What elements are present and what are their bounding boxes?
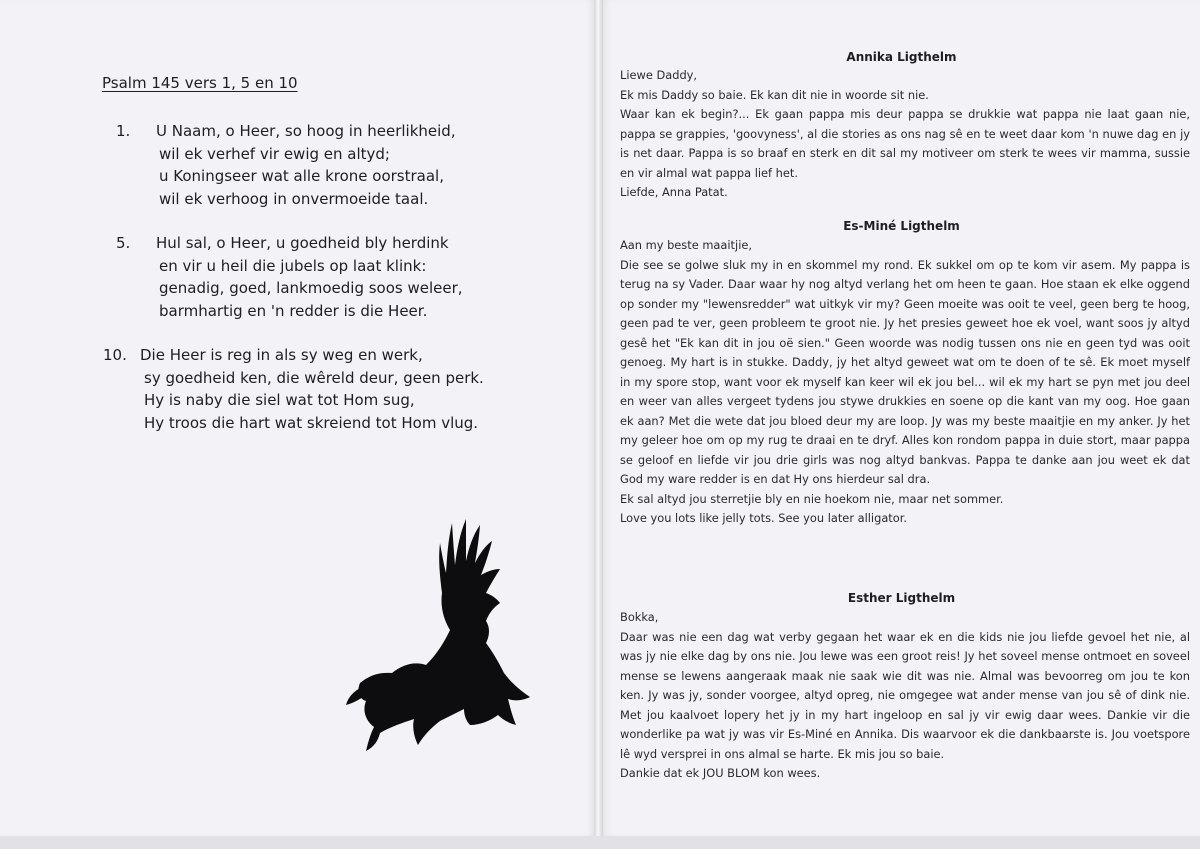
verse-line: U Naam, o Heer, so hoog in heerlikheid, (156, 122, 456, 140)
verse-number: 1. (116, 122, 131, 140)
tribute-paragraph: Dankie dat ek JOU BLOM kon wees. (620, 766, 821, 780)
psalm-title: Psalm 145 vers 1, 5 en 10 (102, 74, 298, 92)
eagle-silhouette-icon (340, 515, 540, 755)
tribute-paragraph: Bokka, (620, 610, 659, 624)
tribute-text (620, 236, 1190, 529)
tribute-text (620, 66, 1190, 203)
verse-number: 10. (103, 346, 127, 364)
tribute-paragraph: Ek mis Daddy so baie. Ek kan dit nie in woorde sit nie. (620, 87, 929, 102)
verse-line: Die Heer is reg in als sy weg en werk, (140, 346, 423, 364)
tribute-paragraph: Love you lots like jelly tots. See you later alligator. (620, 511, 907, 525)
tribute-text (620, 608, 1190, 784)
page-gutter (594, 0, 603, 849)
verse-line: u Koningseer wat alle krone oorstraal, (159, 167, 444, 185)
tribute-paragraph: Aan my beste maaitjie, (620, 238, 752, 252)
verse-line: sy goedheid ken, die wêreld deur, geen perk. (144, 368, 484, 387)
verse-line: wil ek verhef vir ewig en altyd; (159, 144, 390, 163)
verse-line: en vir u heil die jubels op laat klink: (159, 256, 427, 275)
verse-line: Hul sal, o Heer, u goedheid bly herdink (156, 234, 449, 252)
tribute-author: Es-Miné Ligthelm (843, 219, 960, 233)
tribute-paragraph: Die see se golwe sluk my in en skommel my rond. Ek sukkel om op te kom vir asem. My pappa is terug na sy Vader. Daar waar hy nog altyd verlang het om heen te gaan. Hoe staan ek elke oggend op sonder my "lewensredder" wat uitkyk vir my? Geen moeite was ooit te veel, geen berg te hoog, geen pad te ver, geen probleem te groot nie. Jy het presies geweet hoe ek voel, want soos jy altyd gesê het "Ek kan dit in jou oë sien." Geen woorde was nodig tussen ons nie en geen tyd was ooit genoeg. My hart is in stukke. Daddy, jy het altyd geweet wat om te doen of te sê. Ek moet myself in my spore stop, want voor ek myself kan keer wil ek jou bel... wil ek my hart se pyn met jou deel en weer van alles vergeet tydens jou stywe drukkies en soene op die kant van my oog. Hoe gaan ek aan? Met die wete dat jou bloed deur my are loop. Jy was my beste maaitjie en my anker. Jy het my geleer hoe om op my rug te draai en te dryf. Alles kon rondom pappa in duie stort, maar pappa se geloof en liefde vir jou drie girls was nog altyd bankvas. Pappa te danke aan jou weet ek dat God my ware redder is en dat Hy ons hierdeur sal dra. (620, 257, 1190, 486)
verse-line: Hy troos die hart wat skreiend tot Hom vlug. (144, 413, 479, 432)
tribute-paragraph: Waar kan ek begin?... Ek gaan pappa mis deur pappa se drukkie wat pappa nie laat gaan nie, pappa se grappies, 'goovyness', al die stories as ons nag sê en te weet daar kom 'n nuwe dag en jy is net daar. Pappa is so braaf en sterk en dit sal my motiveer om sterk te wees vir mamma, sussie en vir almal wat pappa lief het. (620, 107, 1190, 180)
bottom-edge (0, 836, 1200, 849)
tribute-author: Esther Ligthelm (847, 591, 956, 605)
tribute-paragraph: Liefde, Anna Patat. (620, 185, 728, 199)
tribute-paragraph: Daar was nie een dag wat verby gegaan het waar ek en die kids nie jou liefde gevoel het nie, al was jy nie elke dag by ons nie. Jou lewe was een groot reis! Jy het soveel mense ontmoet en soveel mense se lewens aangeraak maak nie saak wie dit was nie. Almal was bevoorreg om jou te kon ken. Jy was jy, sonder voorgee, altyd opreg, nie omgegee wat ander mense van jou sê of dink nie. Met jou kaalvoet lopery het jy in my hart ingeloop en sal jy vir ewig daar wees. Dankie vir die wonderlike pa wat jy was vir Es-Miné en Annika. Dis waarvoor ek die dankbaarste is. Jou voetspore lê wyd versprei in ons almal se harte. Ek mis jou so baie. (620, 629, 1190, 761)
verse-line: genadig, goed, lankmoedig soos weleer, (159, 279, 463, 297)
verse-number: 5. (116, 234, 131, 252)
verse-line: Hy is naby die siel wat tot Hom sug, (144, 391, 415, 409)
tribute-paragraph: Ek sal altyd jou sterretjie bly en nie hoekom nie, maar net sommer. (620, 491, 1004, 506)
verse-line: wil ek verhoog in onvermoeide taal. (159, 189, 429, 208)
tribute-author: Annika Ligthelm (846, 50, 957, 64)
tribute-paragraph: Liewe Daddy, (620, 68, 698, 82)
verse-line: barmhartig en 'n redder is die Heer. (159, 301, 428, 320)
